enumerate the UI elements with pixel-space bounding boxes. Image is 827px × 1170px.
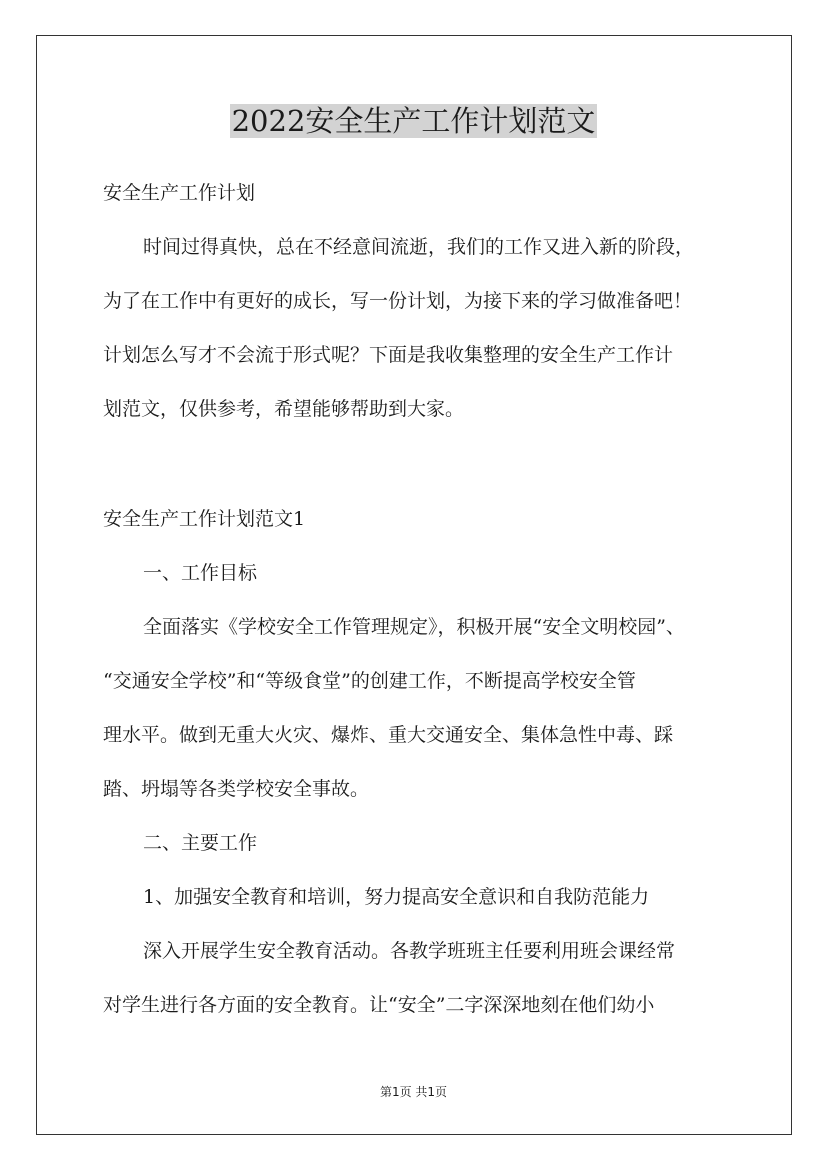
document-title xyxy=(0,99,827,143)
paragraph-line: 时间过得真快，总在不经意间流逝，我们的工作又进入新的阶段， xyxy=(143,236,695,258)
paragraph-line: 理水平。做到无重大火灾、爆炸、重大交通安全、集体急性中毒、踩 xyxy=(103,724,674,746)
paragraph-line: 1、加强安全教育和培训，努力提高安全意识和自我防范能力 xyxy=(143,886,650,908)
page-footer: 第1页 共1页 xyxy=(379,1085,448,1099)
paragraph-line: 深入开展学生安全教育活动。各教学班班主任要利用班会课经常 xyxy=(143,940,676,962)
paragraph-line: 踏、坍塌等各类学校安全事故。 xyxy=(103,778,370,800)
paragraph-line: 全面落实《学校安全工作管理规定》，积极开展“安全文明校园”、 xyxy=(143,616,685,638)
subheading: 二、主要工作 xyxy=(143,832,258,854)
section-heading: 安全生产工作计划 xyxy=(103,182,256,204)
subheading: 一、工作目标 xyxy=(143,562,258,584)
paragraph-line: “交通安全学校”和“等级食堂”的创建工作，不断提高学校安全管 xyxy=(103,670,636,692)
paragraph-line: 为了在工作中有更好的成长，写一份计划，为接下来的学习做准备吧！ xyxy=(103,290,693,312)
document-title-text: 2022安全生产工作计划范文 xyxy=(231,104,596,138)
paragraph-line: 计划怎么写才不会流于形式呢？下面是我收集整理的安全生产工作计 xyxy=(103,344,674,366)
paragraph-line: 对学生进行各方面的安全教育。让“安全”二字深深地刻在他们幼小 xyxy=(103,994,655,1016)
paragraph-line: 划范文，仅供参考，希望能够帮助到大家。 xyxy=(103,398,465,420)
section-heading: 安全生产工作计划范文1 xyxy=(103,508,306,530)
